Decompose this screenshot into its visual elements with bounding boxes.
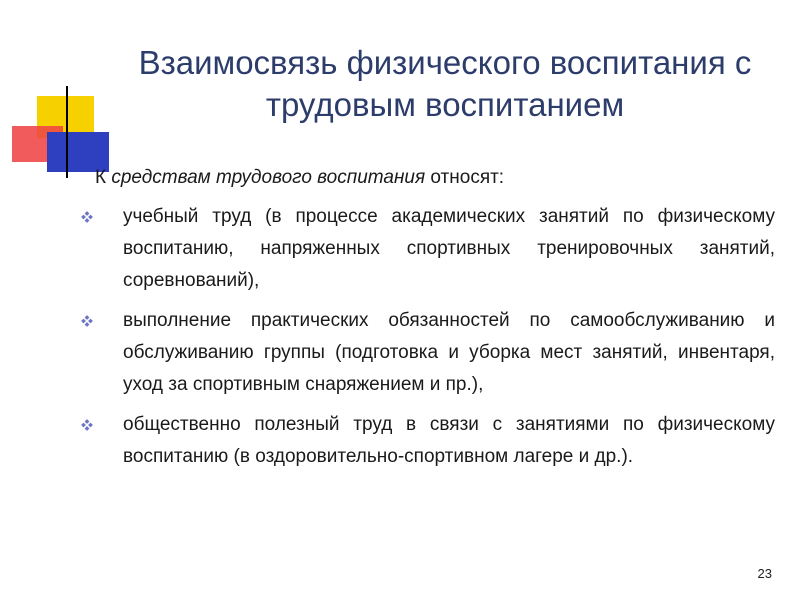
list-item <box>95 201 775 297</box>
diamond-cluster-icon <box>81 419 93 431</box>
intro-emphasis: средствам трудового воспитания <box>111 167 426 188</box>
slide-body <box>95 164 775 481</box>
diamond-cluster-icon <box>81 211 93 223</box>
means-list <box>95 201 775 473</box>
diamond-cluster-icon <box>81 315 93 327</box>
list-item <box>95 409 775 473</box>
list-item-text: общественно полезный труд в связи с занятиями по физическому воспитанию (в оздоровительно-спортивном лагере и др.). <box>123 414 775 467</box>
slide-title: Взаимосвязь физического воспитания с трудовым воспитанием <box>138 44 752 123</box>
intro-line <box>95 164 775 191</box>
page-number: 23 <box>757 566 772 581</box>
intro-suffix: относят: <box>425 167 505 188</box>
intro-prefix: К <box>95 167 112 188</box>
list-item-text: учебный труд (в процессе академических занятий по физическому воспитанию, напряженных спортивных тренировочных занятий, соревнований), <box>123 206 775 291</box>
list-item-text: выполнение практических обязанностей по самообслуживанию и обслуживанию группы (подготовка и уборка мест занятий, инвентаря, уход за спортивным снаряжением и пр.), <box>123 310 775 395</box>
list-item <box>95 305 775 401</box>
